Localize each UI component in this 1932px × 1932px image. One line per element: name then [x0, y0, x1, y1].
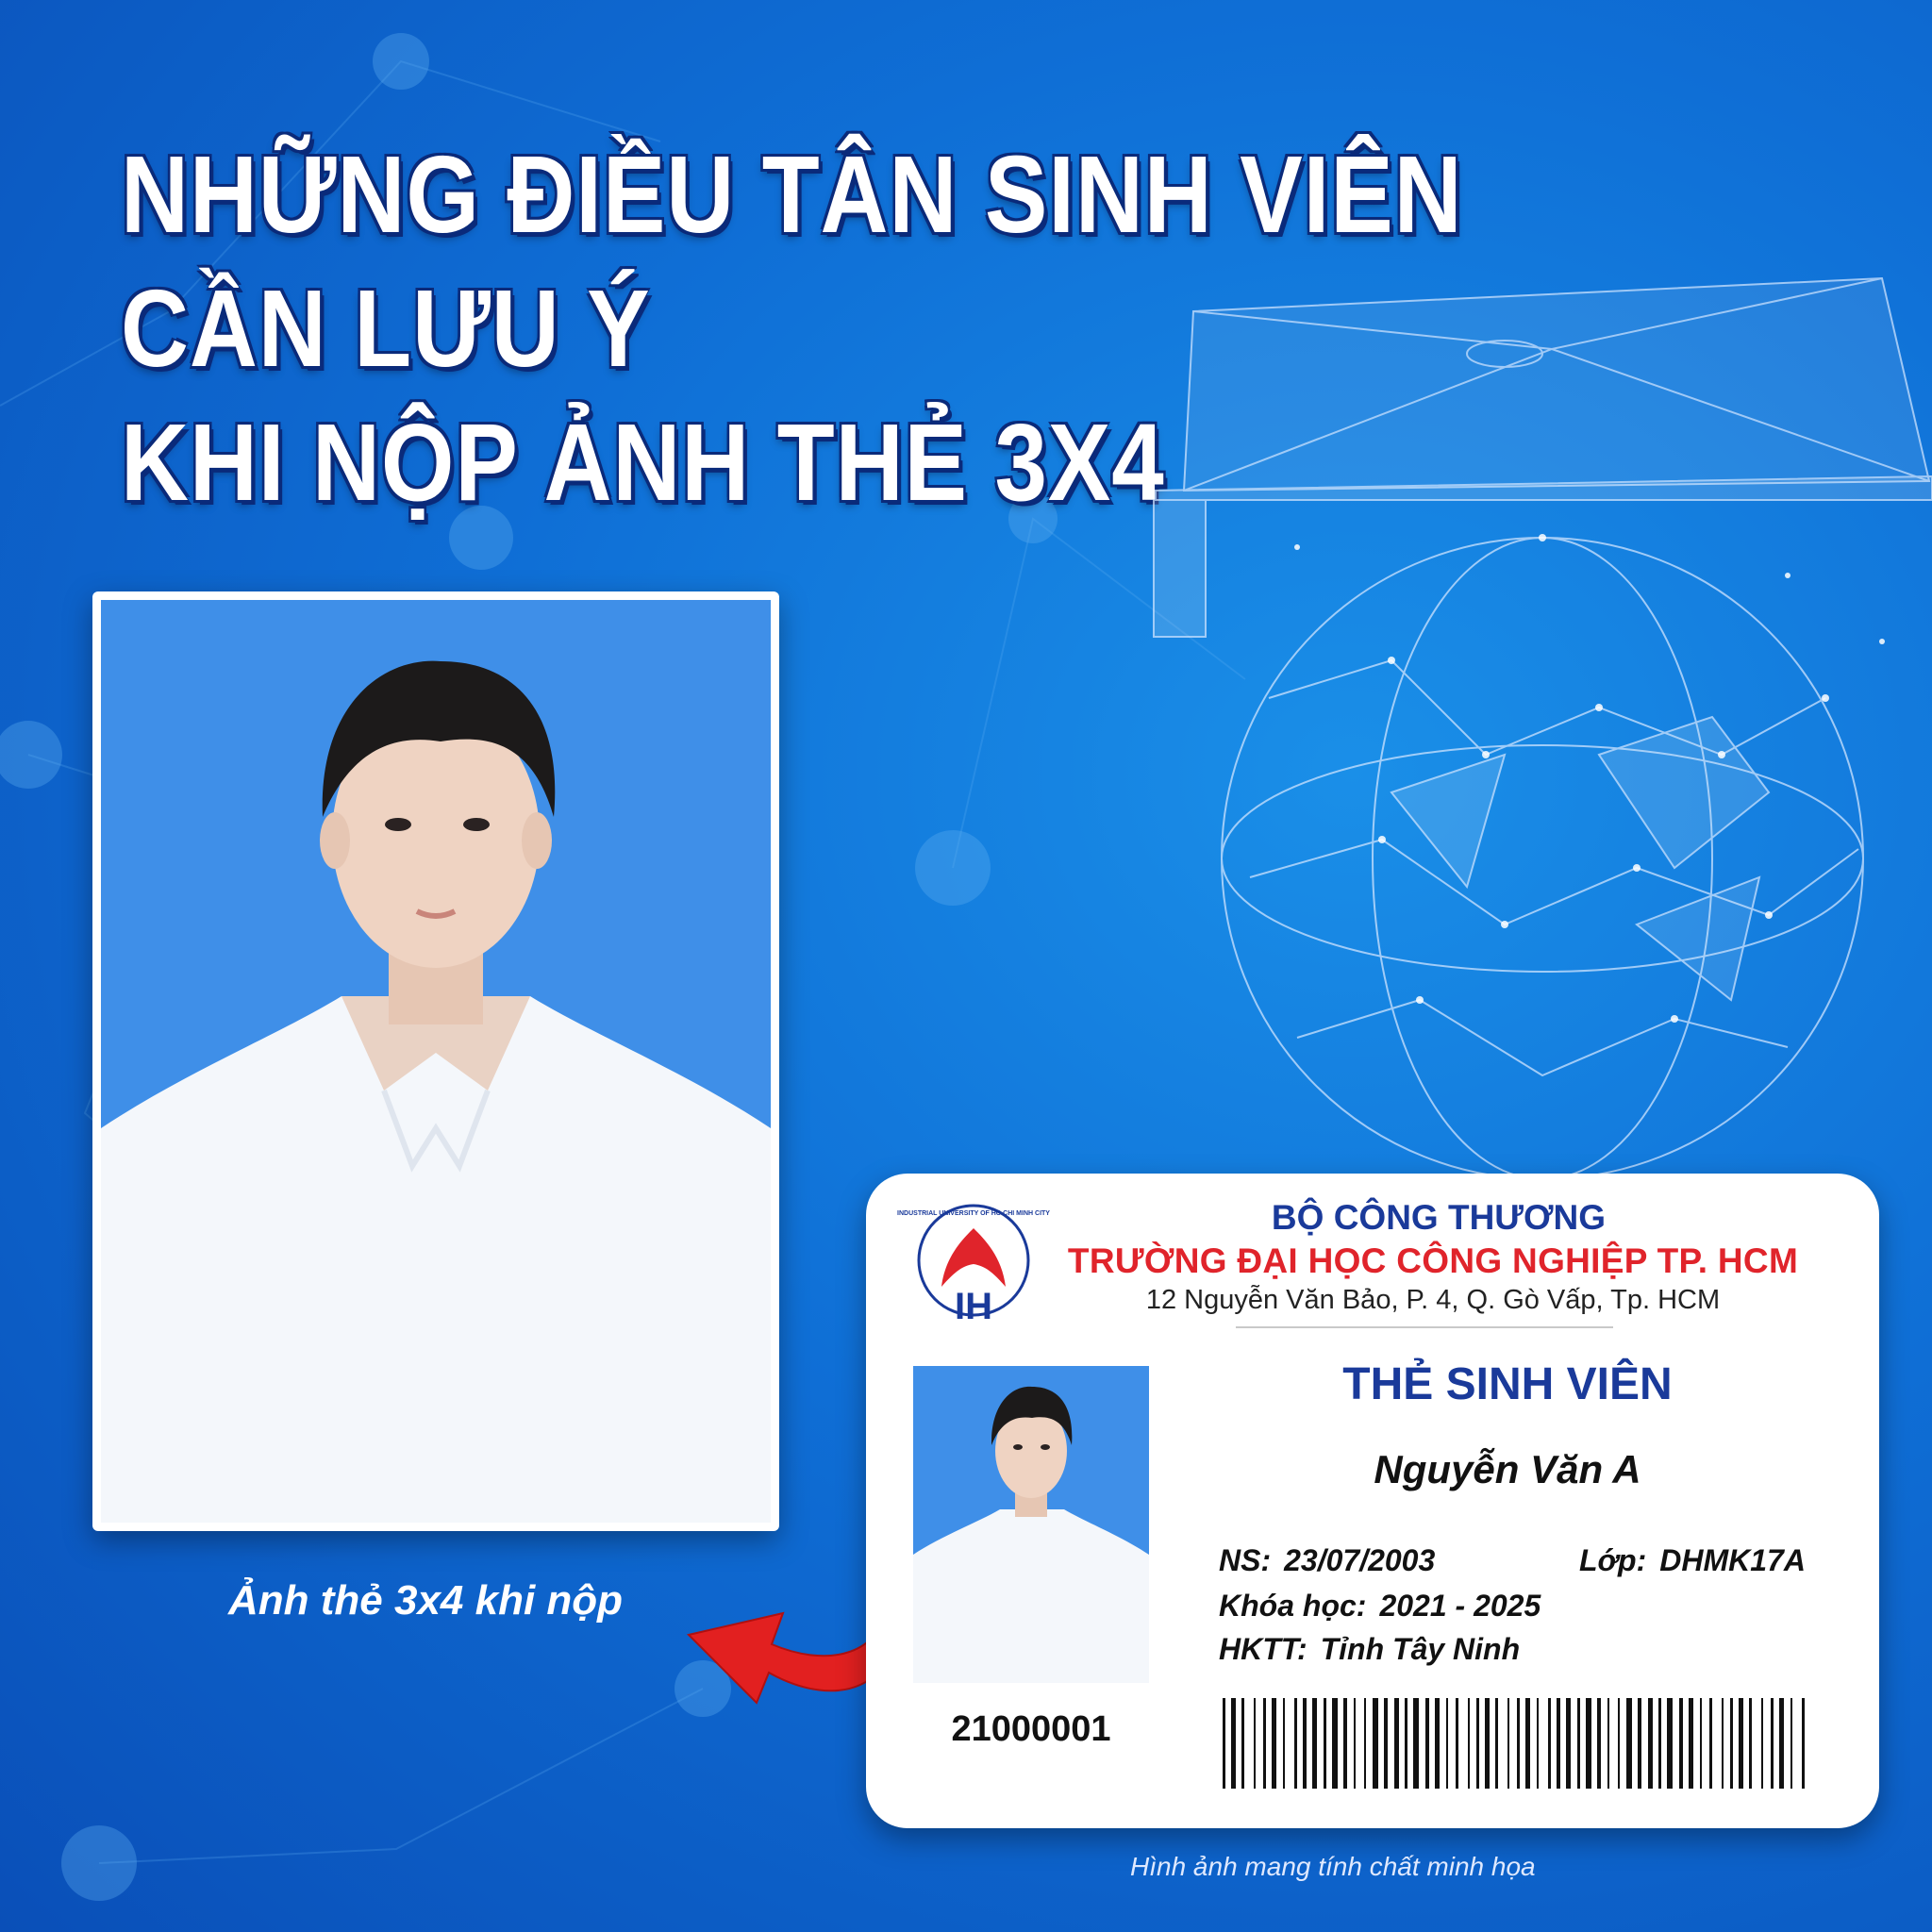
university-name: TRƯỜNG ĐẠI HỌC CÔNG NGHIỆP TP. HCM [1067, 1241, 1799, 1280]
course-value: 2021 - 2025 [1379, 1589, 1541, 1623]
logo-letters: IH [955, 1286, 992, 1327]
headline-line-2: KHI NỘP ẢNH THẺ 3X4 [121, 401, 1165, 524]
student-name: Nguyễn Văn A [1374, 1447, 1641, 1491]
student-id-number: 21000001 [951, 1709, 1111, 1749]
logo-ring-text: INDUSTRIAL UNIVERSITY OF HO CHI MINH CITY [897, 1210, 1050, 1217]
class-label: Lớp: [1579, 1543, 1647, 1577]
residence-label: HKTT: [1219, 1632, 1307, 1666]
course-label: Khóa học: [1219, 1589, 1367, 1623]
dob-label: NS: [1219, 1543, 1272, 1577]
university-address: 12 Nguyễn Văn Bảo, P. 4, Q. Gò Vấp, Tp. HCM [1145, 1285, 1721, 1315]
illustration-footnote: Hình ảnh mang tính chất minh họa [1130, 1852, 1536, 1881]
header-divider [1236, 1326, 1613, 1328]
portrait-photo-frame [92, 591, 779, 1531]
class-field [1579, 1543, 1806, 1578]
course-field [1219, 1589, 1541, 1624]
graduation-globe-illustration [1108, 264, 1932, 1113]
card-title: THẺ SINH VIÊN [1342, 1359, 1673, 1409]
residence-field [1219, 1632, 1520, 1667]
card-portrait-photo [913, 1366, 1149, 1683]
student-id-card [866, 1174, 1879, 1828]
photo-caption: Ảnh thẻ 3x4 khi nộp [228, 1577, 624, 1624]
portrait-photo [101, 600, 771, 1523]
dob-field [1219, 1543, 1435, 1578]
class-value: DHMK17A [1659, 1543, 1806, 1577]
dob-value: 23/07/2003 [1284, 1543, 1436, 1577]
headline-line-1: NHỮNG ĐIỀU TÂN SINH VIÊN CẦN LƯU Ý [121, 133, 1463, 390]
barcode [1223, 1698, 1807, 1789]
ministry-name: BỘ CÔNG THƯƠNG [1271, 1198, 1607, 1237]
residence-value: Tỉnh Tây Ninh [1320, 1632, 1521, 1666]
